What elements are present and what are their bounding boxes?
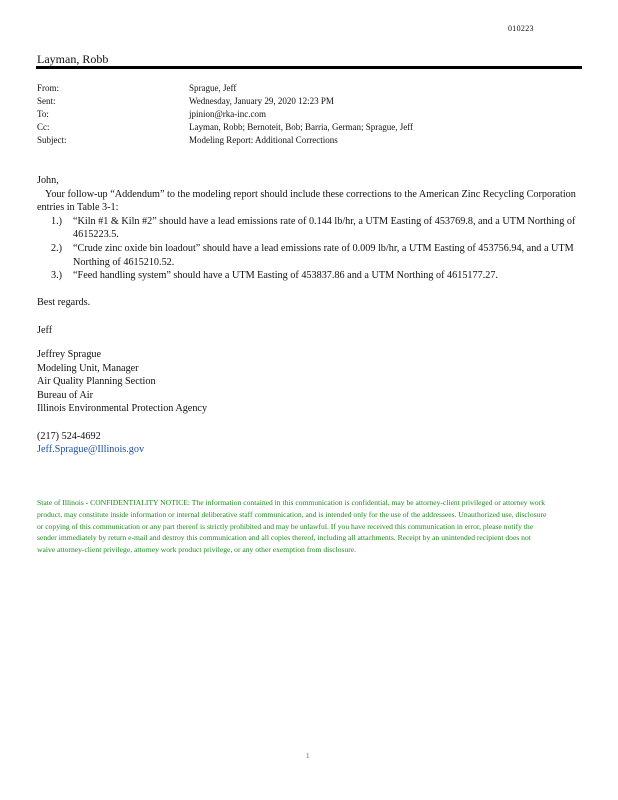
- header-row-to: [37, 108, 413, 121]
- list-item: [37, 242, 592, 269]
- salutation: John,: [37, 175, 59, 186]
- header-row-from: [37, 82, 413, 95]
- header-value: Sprague, Jeff: [189, 83, 237, 93]
- list-text: “Feed handling system” should have a UTM Easting of 453837.86 and a UTM Northing of 4615177.27.: [73, 270, 498, 282]
- header-divider: [36, 66, 582, 69]
- signature-name: Jeffrey Sprague: [37, 349, 102, 360]
- signoff: Jeff: [37, 324, 53, 336]
- list-number: 1.): [51, 215, 63, 227]
- list-text: “Kiln #1 & Kiln #2” should have a lead emissions rate of 0.144 lb/hr, a UTM Easting of 453769.8, and a UTM Northing of 4615223.5.: [73, 215, 576, 241]
- page-number: 1: [306, 752, 310, 760]
- header-label: From:: [37, 83, 60, 93]
- page-id: 010223: [508, 24, 534, 33]
- header-label: Subject:: [37, 135, 67, 145]
- header-row-cc: [37, 121, 413, 134]
- email-headers: [37, 82, 413, 147]
- header-row-subject: [37, 134, 413, 147]
- signature-agency: Illinois Environmental Protection Agency: [37, 403, 208, 415]
- corrections-list: [37, 215, 592, 283]
- list-item: [37, 269, 592, 283]
- closing: Best regards.: [37, 297, 91, 309]
- signature-email-link[interactable]: Jeff.Sprague@Illinois.gov: [37, 444, 145, 456]
- signature-block: [37, 348, 207, 457]
- confidentiality-notice: State of Illinois - CONFIDENTIALITY NOTICE: The information contained in this communication is confidential, may be attorney-client privileged or attorney work product, may constitute inside information or internal deliberative staff communication, and is intended only for the use of the addressees. Unauthorized use, disclosure or copying of this communication or any part thereof is strictly prohibited and may be unlawful. If you have received this communication in error, please notify the sender immediately by return e-mail and destroy this communication and all copies thereof, including all attachments. Receipt by an unintended recipient does not waive attorney-client privilege, attorney work product privilege, or any other exemption from disclosure.: [37, 498, 547, 555]
- email-body: [37, 174, 592, 337]
- signature-title: Modeling Unit, Manager: [37, 362, 139, 374]
- intro-paragraph: Your follow-up “Addendum” to the modeling report should include these corrections to the American Zinc Recycling Corporation entries in Table 3-1:: [37, 188, 576, 214]
- list-number: 3.): [51, 270, 63, 282]
- sender-name: Layman, Robb: [37, 52, 109, 66]
- header-value: Wednesday, January 29, 2020 12:23 PM: [189, 96, 334, 106]
- list-item: [37, 215, 592, 242]
- header-value: Layman, Robb; Bernoteit, Bob; Barria, German; Sprague, Jeff: [189, 122, 414, 132]
- header-value: jpinion@rka-inc.com: [189, 109, 267, 119]
- list-number: 2.): [51, 242, 63, 254]
- signature-phone: (217) 524-4692: [37, 430, 101, 442]
- header-value: Modeling Report: Additional Corrections: [189, 135, 338, 145]
- header-label: Cc:: [37, 122, 50, 132]
- signature-bureau: Bureau of Air: [37, 389, 94, 401]
- signature-section: Air Quality Planning Section: [37, 376, 156, 388]
- header-label: To:: [37, 109, 49, 119]
- header-label: Sent:: [37, 96, 56, 106]
- list-text: “Crude zinc oxide bin loadout” should have a lead emissions rate of 0.009 lb/hr, a UTM Easting of 453756.94, and a UTM Northing of 4615210.52.: [73, 242, 574, 268]
- header-row-sent: [37, 95, 413, 108]
